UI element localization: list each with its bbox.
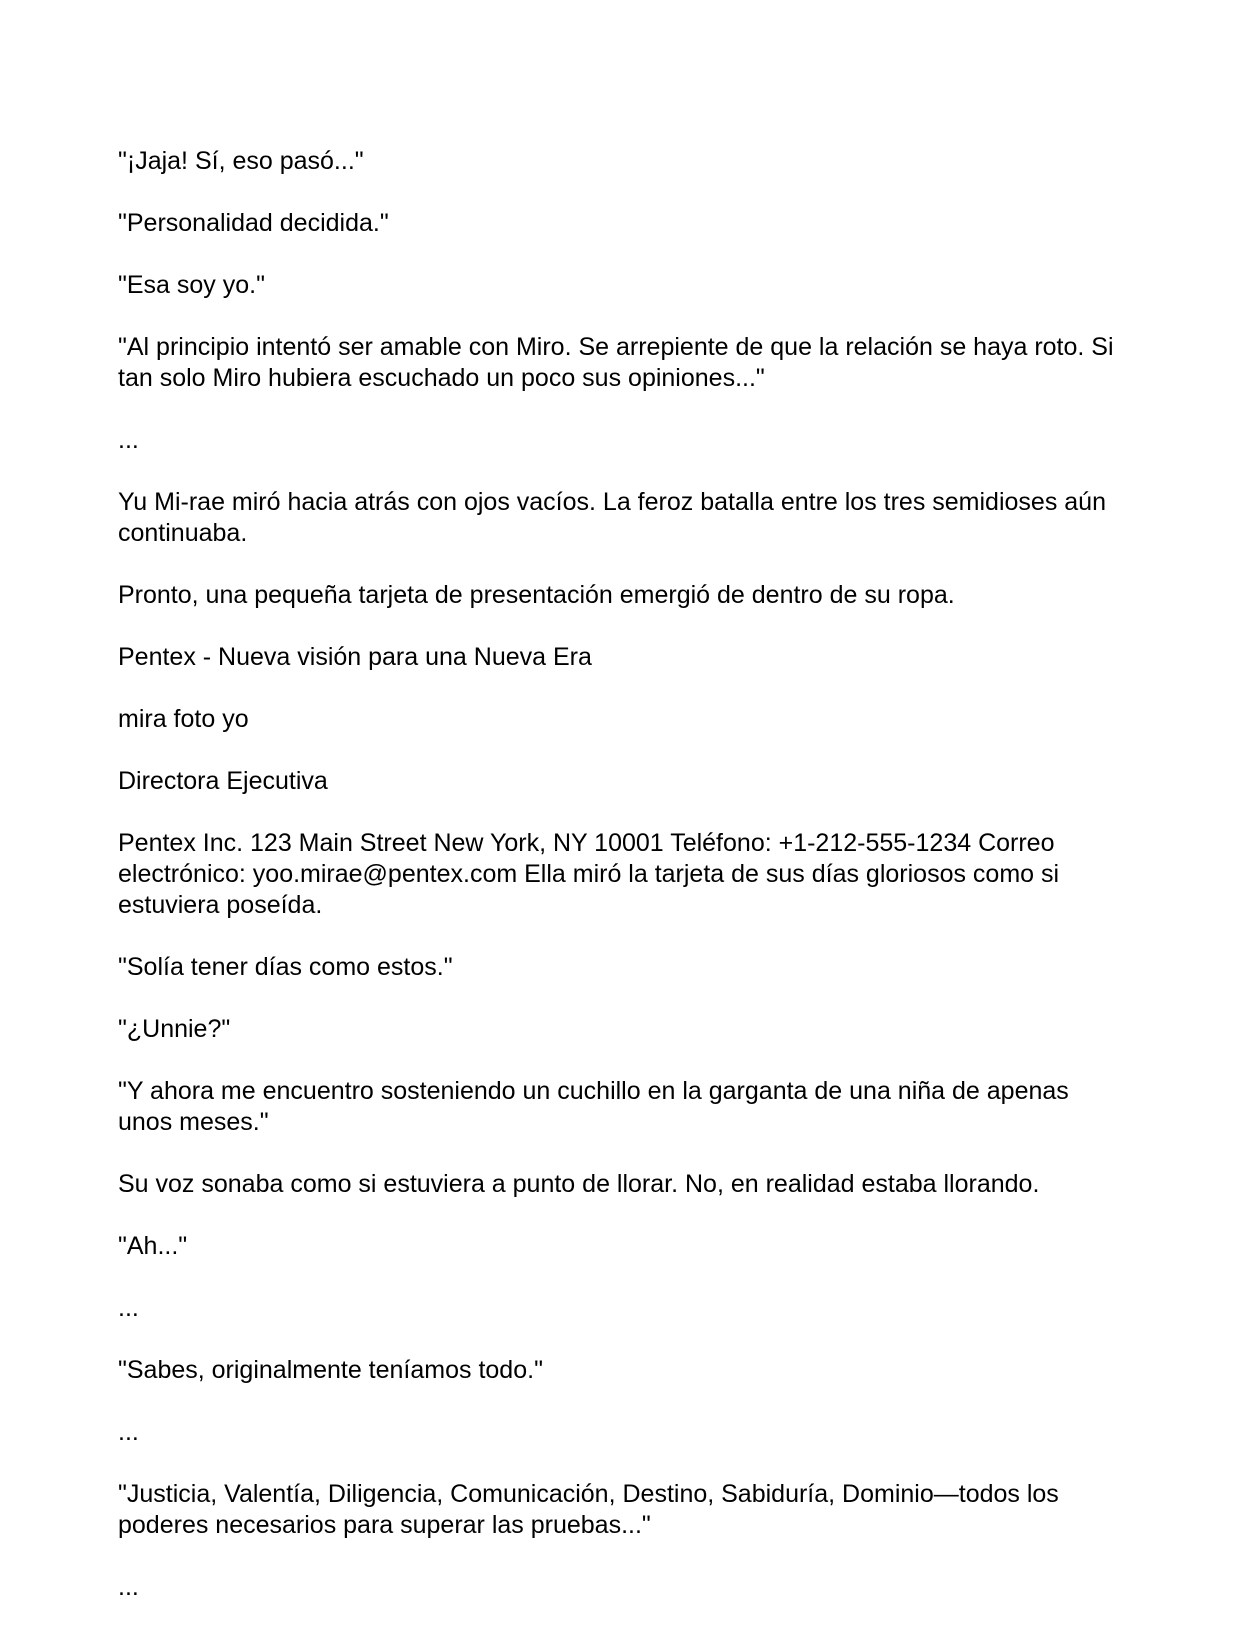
paragraph: ... <box>118 1573 139 1601</box>
paragraph: Directora Ejecutiva <box>118 767 328 795</box>
document-body <box>118 146 1128 1634</box>
paragraph: "¿Unnie?" <box>118 1015 231 1043</box>
paragraph: ... <box>118 1294 139 1322</box>
paragraph: Su voz sonaba como si estuviera a punto de llorar. No, en realidad estaba llorando. <box>118 1170 1040 1198</box>
paragraph: "Sabes, originalmente teníamos todo." <box>118 1356 543 1384</box>
paragraph: mira foto yo <box>118 705 249 733</box>
paragraph: "Y ahora me encuentro sosteniendo un cuchillo en la garganta de una niña de apenas unos meses." <box>118 1077 1069 1136</box>
paragraph: "Esa soy yo." <box>118 271 265 299</box>
paragraph: ... <box>118 426 139 454</box>
paragraph: "Al principio intentó ser amable con Miro. Se arrepiente de que la relación se haya roto. Si tan solo Miro hubiera escuchado un poco sus opiniones..." <box>118 333 1114 392</box>
paragraph: "Personalidad decidida." <box>118 209 389 237</box>
paragraph: Pronto, una pequeña tarjeta de presentación emergió de dentro de su ropa. <box>118 581 955 609</box>
paragraph: Pentex - Nueva visión para una Nueva Era <box>118 643 592 671</box>
paragraph: "¡Jaja! Sí, eso pasó..." <box>118 147 364 175</box>
paragraph: ... <box>118 1418 139 1446</box>
paragraph: "Ah..." <box>118 1232 188 1260</box>
paragraph: "Justicia, Valentía, Diligencia, Comunicación, Destino, Sabiduría, Dominio—todos los poderes necesarios para superar las pruebas..." <box>118 1480 1059 1539</box>
paragraph: Pentex Inc. 123 Main Street New York, NY 10001 Teléfono: +1-212-555-1234 Correo electrónico: yoo.mirae@pentex.com Ella miró la tarjeta de sus días gloriosos como si estuviera poseída. <box>118 829 1060 919</box>
paragraph: Yu Mi-rae miró hacia atrás con ojos vacíos. La feroz batalla entre los tres semidioses aún continuaba. <box>118 488 1106 547</box>
paragraph: "Solía tener días como estos." <box>118 953 453 981</box>
